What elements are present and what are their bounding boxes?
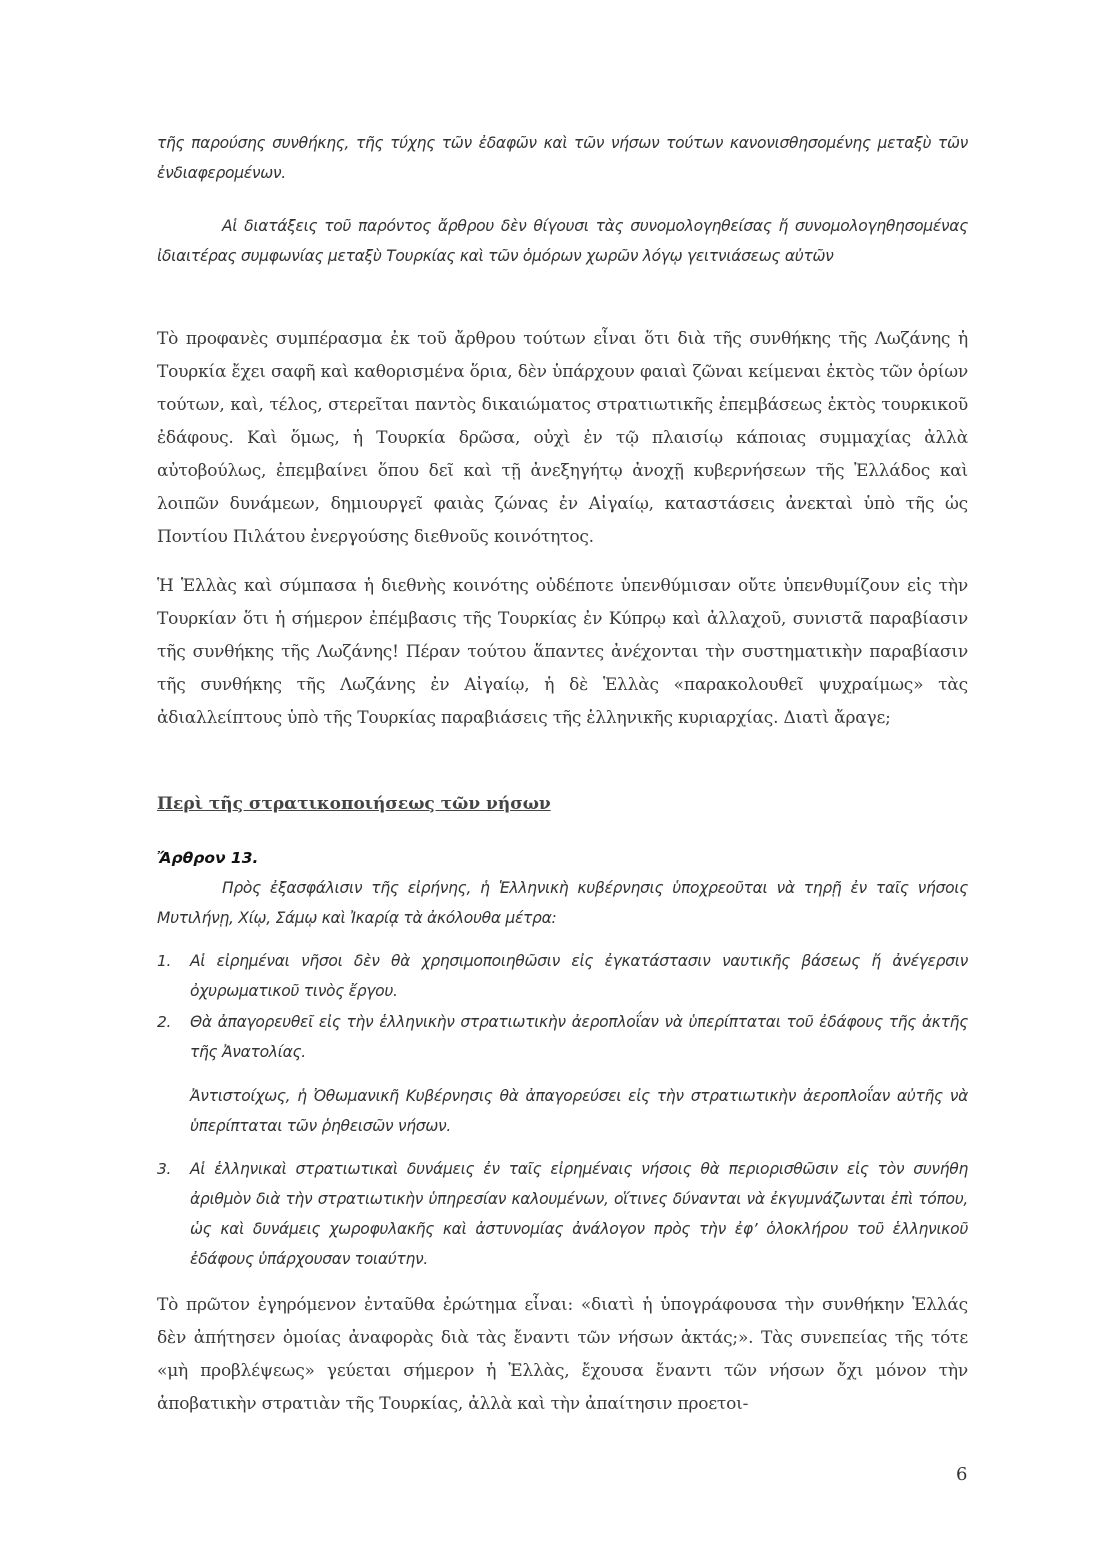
body-paragraph: Τὸ προφανὲς συμπέρασμα ἐκ τοῦ ἄρθρου τούτων εἶναι ὅτι διὰ τῆς συνθήκης τῆς Λωζάνης ἡ Τουρκία ἔχει σαφῆ καὶ καθορισμένα ὅρια, δὲν ὑπάρχουν φαιαὶ ζῶναι κείμεναι ἐκτὸς τῶν ὁρίων τούτων, καὶ, τέλος, στερεῖται παντὸς δικαιώματος στρατιωτικῆς ἐπεμβάσεως ἐκτὸς τουρκικοῦ ἐδάφους. Καὶ ὅμως, ἡ Τουρκία δρῶσα, οὐχὶ ἐν τῷ πλαισίῳ κάποιας συμμαχίας ἀλλὰ αὐτοβούλως, ἐπεμβαίνει ὅπου δεῖ καὶ τῇ ἀνεξηγήτῳ ἀνοχῇ κυβερνήσεων τῆς Ἑλλάδος καὶ λοιπῶν δυνάμεων, δημιουργεῖ φαιὰς ζώνας ἐν Αἰγαίῳ, καταστάσεις ἀνεκταὶ ὑπὸ τῆς ὡς Ποντίου Πιλάτου ἐνεργούσης διεθνοῦς κοινότητος. — [157, 329, 968, 547]
list-number: 2. — [157, 1013, 172, 1031]
list-number: 1. — [157, 952, 172, 970]
list-number: 3. — [157, 1160, 172, 1178]
list-text: Αἱ ἑλληνικαὶ στρατιωτικαὶ δυνάμεις ἐν ταῖς εἰρημέναις νήσοις θὰ περιορισθῶσιν εἰς τὸν συνήθη ἀριθμὸν διὰ τὴν στρατιωτικὴν ὑπηρεσίαν καλουμένων, οἵτινες δύνανται νὰ ἐκγυμνάζωνται ἐπὶ τόπου, ὡς καὶ δυνάμεις χωροφυλακῆς καὶ ἀστυνομίας ἀνάλογον πρὸς τὴν ἐφ’ ὁλοκλήρου τοῦ ἑλληνικοῦ ἐδάφους ὑπάρχουσαν τοιαύτην. — [190, 1160, 968, 1268]
body-paragraph: Τὸ πρῶτον ἐγηρόμενον ἐνταῦθα ἐρώτημα εἶναι: «διατὶ ἡ ὑπογράφουσα τὴν συνθήκην Ἑλλάς δὲν ἀπήτησεν ὁμοίας ἀναφορὰς διὰ τὰς ἔναντι τῶν νήσων ἀκτάς;». Τὰς συνεπείας τῆς τότε «μὴ προβλέψεως» γεύεται σήμερον ἡ Ἑλλὰς, ἔχουσα ἔναντι τῶν νήσων ὄχι μόνον τὴν ἀποβατικὴν στρατιὰν τῆς Τουρκίας, ἀλλὰ καὶ τὴν ἀπαίτησιν προετοι- — [157, 1295, 968, 1414]
quote-paragraph: Αἱ διατάξεις τοῦ παρόντος ἄρθρου δὲν θίγουσι τὰς συνομολογηθείσας ἤ συνομολογηθησομένας ἰδιαιτέρας συμφωνίας μεταξὺ Τουρκίας καὶ τῶν ὁμόρων χωρῶν λόγῳ γειτνιάσεως αὐτῶν — [157, 217, 968, 265]
list-text: Θὰ ἀπαγορευθεῖ εἰς τὴν ἑλληνικὴν στρατιωτικὴν ἀεροπλοΐαν νὰ ὑπερίπταται τοῦ ἐδάφους τῆς ἀκτῆς τῆς Ἀνατολίας. — [190, 1013, 968, 1061]
list-item — [157, 1007, 968, 1067]
section-heading: Περὶ τῆς στρατικοποιήσεως τῶν νήσων — [157, 794, 551, 814]
article-intro: Πρὸς ἐξασφάλισιν τῆς εἰρήνης, ἡ Ἑλληνικὴ κυβέρνησις ὑποχρεοῦται νὰ τηρῇ ἐν ταῖς νήσοις Μυτιλήνῃ, Χίῳ, Σάμῳ καὶ Ἰκαρίᾳ τὰ ἀκόλουθα μέτρα: — [157, 879, 968, 927]
body-paragraph: Ἡ Ἑλλὰς καὶ σύμπασα ἡ διεθνὴς κοινότης οὐδέποτε ὑπενθύμισαν οὔτε ὑπενθυμίζουν εἰς τὴν Τουρκίαν ὅτι ἡ σήμερον ἐπέμβασις τῆς Τουρκίας ἐν Κύπρῳ καὶ ἀλλαχοῦ, συνιστᾶ παραβίασιν τῆς συνθήκης τῆς Λωζάνης! Πέραν τούτου ἅπαντες ἀνέχονται τὴν συστηματικὴν παραβίασιν τῆς συνθήκης τῆς Λωζάνης ἐν Αἰγαίῳ, ἡ δὲ Ἑλλὰς «παρακολουθεῖ ψυχραίμως» τὰς ἀδιαλλείπτους ὑπὸ τῆς Τουρκίας παραβιάσεις τῆς ἑλληνικῆς κυριαρχίας. Διατὶ ἄραγε; — [157, 576, 968, 728]
list-item — [157, 1154, 968, 1274]
list-text: Αἱ εἰρημέναι νῆσοι δὲν θὰ χρησιμοποιηθῶσιν εἰς ἐγκατάστασιν ναυτικῆς βάσεως ἤ ἀνέγερσιν ὀχυρωματικοῦ τινὸς ἔργου. — [190, 952, 968, 1000]
list-note — [157, 1081, 968, 1141]
list-note-text: Ἀντιστοίχως, ἡ Ὀθωμανικῆ Κυβέρνησις θὰ ἀπαγορεύσει εἰς τὴν στρατιωτικὴν ἀεροπλοΐαν αὐτῆς νὰ ὑπερίπταται τῶν ῥηθεισῶν νήσων. — [190, 1087, 968, 1135]
page-number: 6 — [956, 1464, 968, 1485]
quote-paragraph-continued: τῆς παρούσης συνθήκης, τῆς τύχης τῶν ἐδαφῶν καὶ τῶν νήσων τούτων κανονισθησομένης μεταξὺ τῶν ἐνδιαφερομένων. — [157, 134, 968, 182]
list-item — [157, 946, 968, 1006]
article-title: Ἄρθρον 13. — [157, 849, 259, 867]
